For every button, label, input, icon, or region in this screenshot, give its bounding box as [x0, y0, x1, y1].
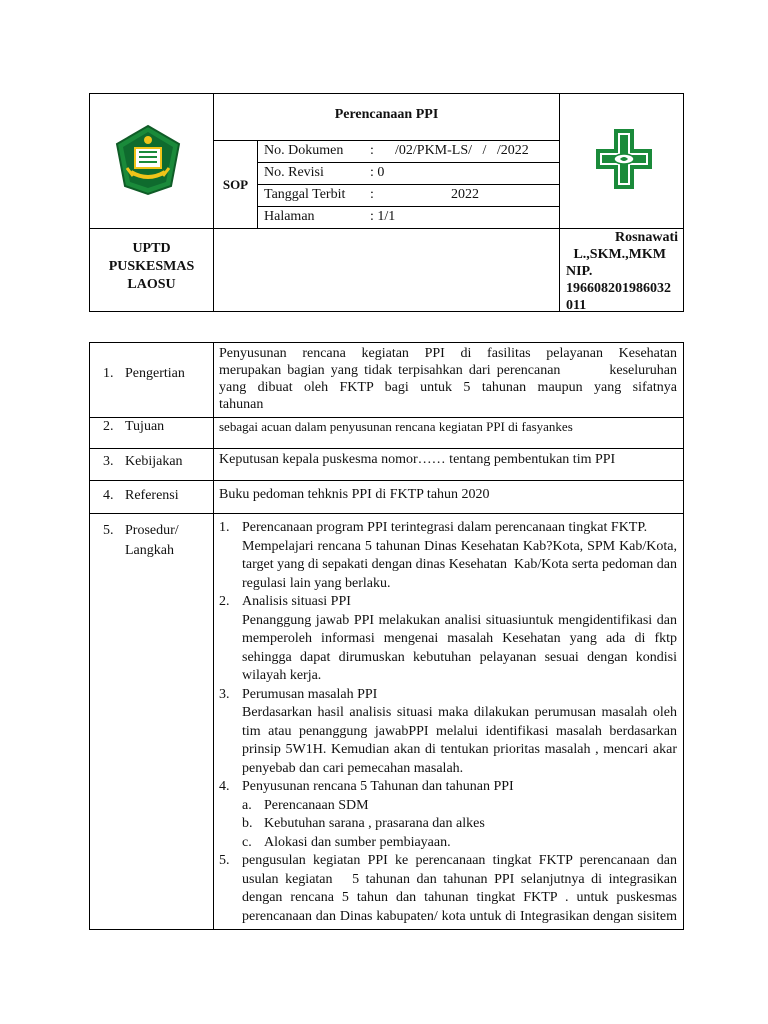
info-label: Tanggal Terbit	[264, 187, 346, 202]
step-num: 5.	[219, 853, 230, 868]
signer-block	[566, 229, 682, 314]
step-item	[219, 852, 677, 926]
section-tujuan-label	[103, 419, 165, 435]
step-line: regulasi lain yang berlaku.	[242, 575, 391, 591]
sop-label: SOP	[222, 177, 249, 192]
signer-nip-end: 011	[566, 298, 587, 313]
section-label: Tujuan	[125, 419, 165, 434]
text-line: merupakan bagian yang tidak terpisahkan dari perencanan keseluruhan	[219, 363, 677, 378]
step-item	[219, 519, 677, 593]
sub-item	[242, 834, 677, 853]
section-num: 1.	[103, 366, 114, 381]
step-line: Berdasarkan hasil analisis situasi maka dilakukan perumusan masalah oleh	[242, 705, 677, 720]
step-line: sehingga dapat dirumuskan kebutuhan pelayanan sesuai dengan kondisi	[242, 649, 677, 665]
info-sep: :	[370, 187, 374, 202]
section-pengertian-label	[103, 366, 185, 382]
text-line: yang dibuat oleh FKTP bagi untuk 5 tahunan maupun yang sifatnya	[219, 380, 677, 395]
step-line: target yang di sepakati dengan dinas Kesehatan Kab/Kota serta pedoman dan	[242, 557, 677, 572]
section-num: 2.	[103, 419, 114, 434]
section-num: 3.	[103, 454, 114, 469]
section-label: Langkah	[125, 543, 174, 558]
sub-text: Kebutuhan sarana , prasarana dan alkes	[264, 816, 485, 831]
info-label: Halaman	[264, 209, 315, 224]
info-sep: : 0	[370, 165, 385, 180]
info-row-terbit	[264, 187, 554, 205]
step-title: Analisis situasi PPI	[242, 594, 351, 609]
document-title: Perencanaan PPI	[334, 107, 439, 122]
section-kebijakan-text: Keputusan kepala puskesma nomor…… tentang pembentukan tim PPI	[219, 452, 616, 467]
sub-letter: c.	[242, 834, 252, 850]
step-line: penyebab dan cari pemecahan masalah.	[242, 760, 464, 776]
section-pengertian-text	[219, 345, 677, 413]
puskesmas-logo-icon	[592, 125, 656, 193]
step-line: usulan kegiatan 5 tahunan dan tahunan PPI selanjutnya di integrasikan	[242, 871, 677, 887]
org-name	[90, 240, 213, 294]
step-line: Mempelajari rencana 5 tahunan Dinas Kesehatan Kab?Kota, SPM Kab/Kota,	[242, 538, 677, 554]
org-name-line: UPTD	[132, 241, 171, 256]
info-sep: :	[370, 143, 374, 158]
info-label: No. Revisi	[264, 165, 324, 180]
step-line: pengusulan kegiatan PPI ke perencanaan tingkat FKTP perencanaan dan	[242, 853, 677, 868]
section-referensi-text: Buku pedoman tehknis PPI di FKTP tahun 2020	[219, 487, 490, 502]
section-prosedur-label	[103, 521, 179, 558]
step-line: perencanaan dan Dinas kabupaten/ kota untuk di Integrasikan dengan sisitem	[242, 908, 677, 924]
section-label: Referensi	[125, 488, 179, 503]
step-num: 3.	[219, 686, 230, 702]
signer-title: L.,SKM.,MKM	[573, 247, 666, 262]
info-row-halaman	[264, 209, 554, 227]
section-num: 5.	[103, 523, 114, 538]
step-item	[219, 686, 677, 779]
step-num: 2.	[219, 594, 230, 609]
sub-letter: b.	[242, 816, 253, 831]
step-item	[219, 778, 677, 852]
info-row-dokumen	[264, 143, 554, 161]
sub-text: Perencanaan SDM	[264, 797, 369, 813]
info-value: /02/PKM-LS/ / /2022	[395, 143, 529, 158]
text-line: tahunan	[219, 397, 264, 412]
section-num: 4.	[103, 488, 114, 503]
step-title: Perencanaan program PPI terintegrasi dalam perencanaan tingkat FKTP.	[242, 520, 648, 535]
section-label: Prosedur/	[125, 523, 179, 538]
info-value: 2022	[451, 187, 479, 202]
step-line: tim atau penanggung jawabPPI melalui identifikasi masalah berdasarkan	[242, 723, 677, 739]
step-line: dengan rencana 5 tahun dan tahunan tingkat FKTP . untuk puskesmas	[242, 890, 677, 905]
section-kebijakan-label	[103, 454, 183, 470]
step-item	[219, 593, 677, 686]
sub-text: Alokasi dan sumber pembiayaan.	[264, 834, 451, 850]
info-row-revisi	[264, 165, 554, 183]
step-title: Perumusan masalah PPI	[242, 686, 378, 702]
section-label: Pengertian	[125, 366, 185, 381]
signer-nip: 196608201986032	[566, 281, 671, 296]
step-num: 4.	[219, 779, 230, 794]
step-line: prinsip 5W1H. Kemudian akan di tentukan prioritas masalah , mencari akar	[242, 742, 677, 757]
sub-item	[242, 815, 677, 834]
prosedur-steps	[219, 519, 677, 926]
step-line: Penanggung jawab PPI melakukan analisi situasiuntuk mengidentifikasi dan	[242, 612, 677, 628]
text-line: Penyusunan rencana kegiatan PPI di fasilitas pelayanan Kesehatan	[219, 346, 677, 361]
section-tujuan-text: sebagai acuan dalam penyusunan rencana kegiatan PPI di fasyankes	[219, 419, 573, 434]
signer-nip-label: NIP.	[566, 264, 593, 279]
info-label: No. Dokumen	[264, 143, 344, 158]
info-sep: : 1/1	[370, 209, 396, 224]
step-num: 1.	[219, 520, 230, 535]
org-name-line: LAOSU	[127, 277, 176, 292]
emblem-icon	[113, 124, 183, 196]
sub-letter: a.	[242, 797, 252, 813]
signer-name: Rosnawati	[614, 230, 678, 245]
step-line: wilayah kerja.	[242, 668, 322, 683]
sub-item	[242, 797, 677, 816]
step-line: memperoleh informasi mengenai masalah Kesehatan yang ada di fktp	[242, 631, 677, 646]
step-title: Penyusunan rencana 5 Tahunan dan tahunan PPI	[242, 779, 514, 794]
section-label: Kebijakan	[125, 454, 183, 469]
section-referensi-label	[103, 488, 179, 504]
org-name-line: PUSKESMAS	[108, 259, 195, 274]
